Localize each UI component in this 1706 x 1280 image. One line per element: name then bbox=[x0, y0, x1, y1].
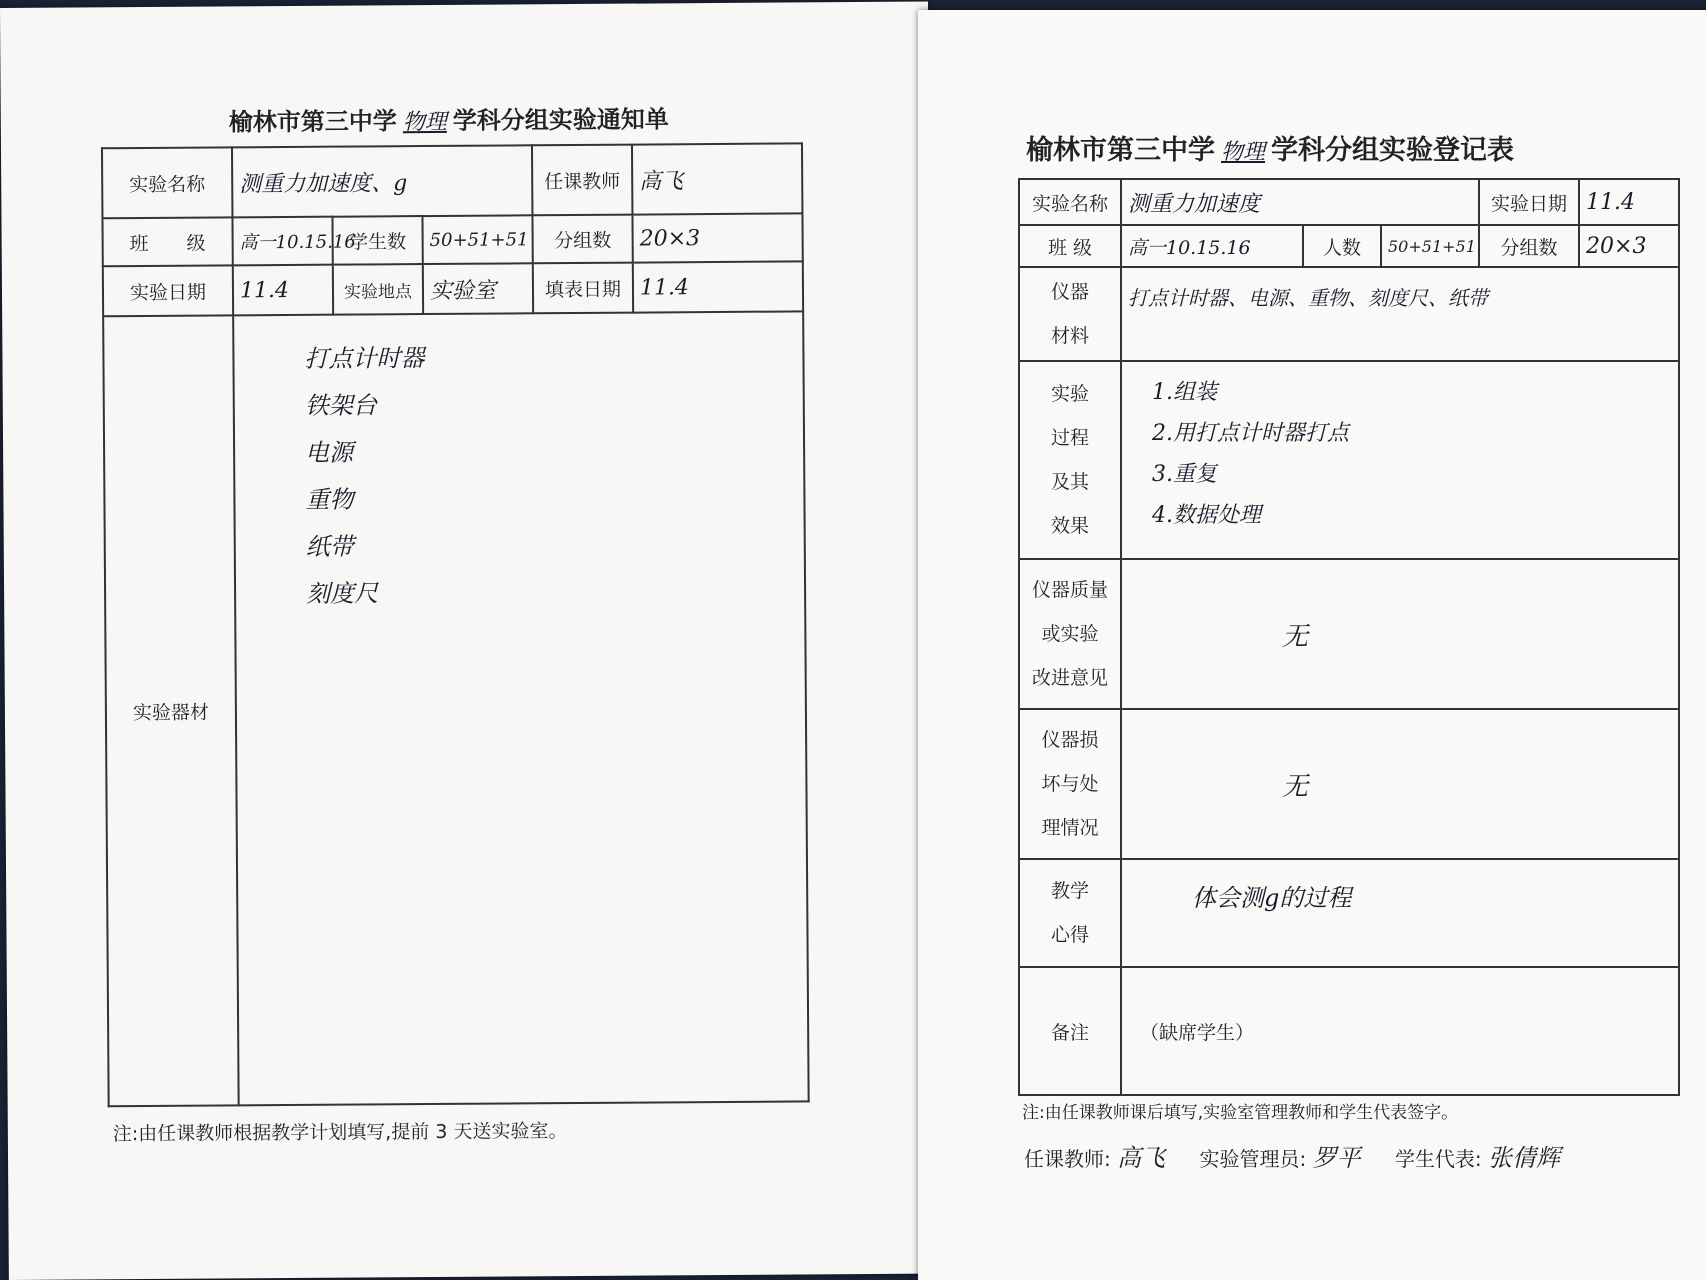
value-fill-date: 11.4 bbox=[633, 261, 803, 312]
label-exp-name: 实验名称 bbox=[1019, 179, 1121, 225]
title-subject: 物理 bbox=[402, 109, 447, 136]
process-step: 2.用打点计时器打点 bbox=[1152, 421, 1349, 446]
label-process: 实验 过程 及其 效果 bbox=[1019, 361, 1121, 559]
value-quality: 无 bbox=[1121, 559, 1679, 709]
process-step: 3.重复 bbox=[1152, 462, 1217, 487]
teacher-signature: 高飞 bbox=[1117, 1144, 1166, 1172]
process-step: 4.数据处理 bbox=[1152, 503, 1261, 528]
admin-sign-label: 实验管理员: bbox=[1199, 1147, 1307, 1171]
notice-title bbox=[229, 99, 669, 137]
label-materials: 实验器材 bbox=[103, 315, 239, 1106]
material-item: 打点计时器 bbox=[304, 344, 425, 373]
notice-note: 注:由任课教师根据教学计划填写,提前 3 天送实验室。 bbox=[112, 1120, 568, 1146]
value-exp-name: 测重力加速度、g bbox=[232, 145, 533, 217]
label-exp-name: 实验名称 bbox=[102, 147, 232, 218]
process-steps bbox=[1128, 364, 1672, 536]
student-sign-label: 学生代表: bbox=[1394, 1147, 1482, 1171]
label-class: 班 级 bbox=[1019, 225, 1121, 267]
label-class: 班 级 bbox=[102, 217, 232, 266]
material-item: 电源 bbox=[305, 438, 354, 467]
notice-table bbox=[101, 142, 810, 1107]
value-exp-date: 11.4 bbox=[1579, 179, 1679, 225]
label-group-count: 分组数 bbox=[1479, 225, 1579, 267]
register-sheet bbox=[918, 10, 1706, 1280]
student-signature: 张倩辉 bbox=[1488, 1144, 1561, 1172]
label-exp-date: 实验日期 bbox=[1479, 179, 1579, 225]
label-instruments: 仪器 材料 bbox=[1019, 267, 1121, 361]
title-prefix: 榆林市第三中学 bbox=[228, 107, 397, 137]
label-location: 实验地点 bbox=[333, 264, 423, 315]
value-student-count: 50+51+51 bbox=[422, 215, 532, 264]
process-step: 1.组装 bbox=[1152, 380, 1217, 405]
notice-sheet bbox=[0, 2, 937, 1280]
label-fill-date: 填表日期 bbox=[533, 263, 633, 314]
value-class: 高一10.15.16 bbox=[1121, 225, 1303, 267]
material-item: 重物 bbox=[305, 485, 354, 514]
admin-signature: 罗平 bbox=[1312, 1144, 1361, 1172]
title-suffix: 学科分组实验登记表 bbox=[1271, 135, 1515, 166]
value-group-count: 20×3 bbox=[632, 213, 802, 262]
material-item: 刻度尺 bbox=[305, 579, 379, 608]
value-instruments: 打点计时器、电源、重物、刻度尺、纸带 bbox=[1121, 267, 1679, 361]
value-group-count: 20×3 bbox=[1579, 225, 1679, 267]
label-student-count: 学生数 bbox=[332, 216, 422, 265]
title-prefix: 榆林市第三中学 bbox=[1026, 135, 1215, 166]
material-item: 纸带 bbox=[305, 532, 354, 561]
value-count: 50+51+51 bbox=[1381, 225, 1479, 267]
value-teacher: 高飞 bbox=[632, 143, 802, 214]
label-exp-date: 实验日期 bbox=[103, 265, 233, 316]
value-exp-date: 11.4 bbox=[233, 265, 333, 316]
register-table bbox=[1018, 178, 1680, 1096]
register-note: 注:由任课教师课后填写,实验室管理教师和学生代表签字。 bbox=[1022, 1103, 1459, 1123]
label-quality: 仪器质量 或实验 改进意见 bbox=[1019, 559, 1121, 709]
signature-row bbox=[1024, 1138, 1588, 1173]
register-title bbox=[1026, 128, 1514, 167]
value-exp-name: 测重力加速度 bbox=[1121, 179, 1479, 225]
label-remarks: 备注 bbox=[1019, 967, 1121, 1095]
label-damage: 仪器损 坏与处 理情况 bbox=[1019, 709, 1121, 859]
title-subject: 物理 bbox=[1221, 140, 1266, 165]
teacher-sign-label: 任课教师: bbox=[1024, 1147, 1111, 1171]
label-teacher: 任课教师 bbox=[532, 145, 632, 216]
title-suffix: 学科分组实验通知单 bbox=[452, 105, 669, 135]
value-damage: 无 bbox=[1121, 709, 1679, 859]
label-count: 人数 bbox=[1303, 225, 1381, 267]
materials-list bbox=[240, 314, 798, 618]
value-teaching: 体会测g的过程 bbox=[1121, 859, 1679, 967]
label-group-count: 分组数 bbox=[532, 215, 632, 264]
value-class: 高一10.15.16 bbox=[232, 217, 332, 266]
label-teaching: 教学 心得 bbox=[1019, 859, 1121, 967]
value-location: 实验室 bbox=[423, 263, 533, 314]
value-remarks: （缺席学生） bbox=[1121, 967, 1679, 1095]
process-cell bbox=[1121, 361, 1679, 559]
material-item: 铁架台 bbox=[304, 391, 377, 420]
materials-cell bbox=[233, 311, 809, 1105]
